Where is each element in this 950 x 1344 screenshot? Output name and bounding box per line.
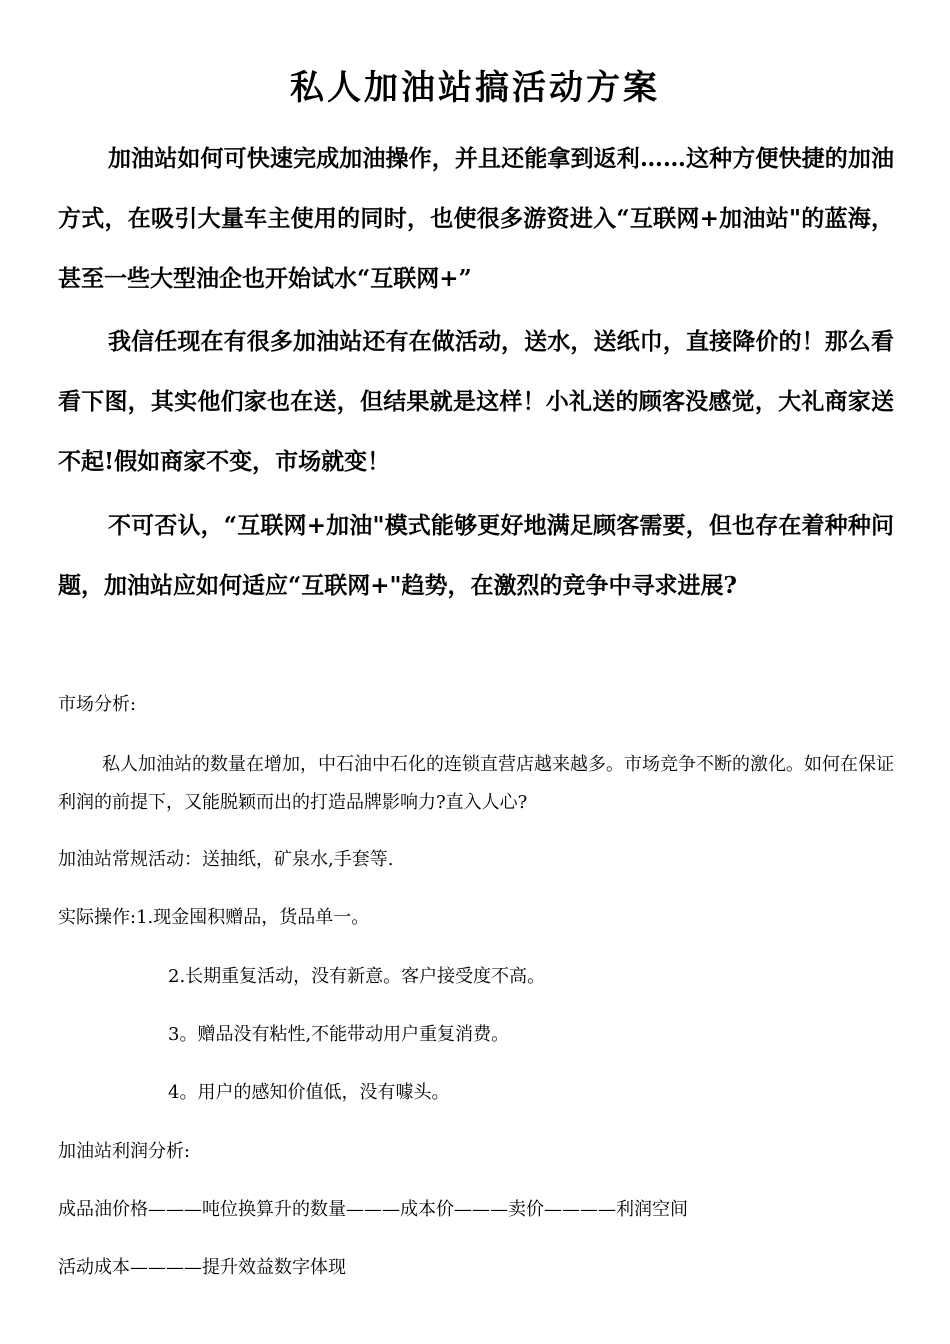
profit-chain-line: 成品油价格———吨位换算升的数量———成本价———卖价————利润空间 — [58, 1199, 688, 1220]
intro-paragraph-1: 加油站如何可快速完成加油操作，并且还能拿到返利……这种方便快捷的加油方式，在吸引大量车主使用的同时，也使很多游资进入“互联网+加油站"的蓝海，甚至一些大型油企也开始试水“互联网+” — [58, 145, 894, 292]
intro-paragraph-2: 我信任现在有很多加油站还有在做活动，送水，送纸巾，直接降价的！那么看看下图，其实他们家也在送，但结果就是这样！小礼送的顾客没感觉，大礼商家送不起!假如商家不变，市场就变！ — [58, 328, 894, 475]
regular-activities-line: 加油站常规活动：送抽纸，矿泉水,手套等. — [58, 849, 394, 870]
market-analysis-body: 私人加油站的数量在增加，中石油中石化的连锁直营店越来越多。市场竞争不断的激化。如何在保证利润的前提下，又能脱颖而出的打造品牌影响力?直入人心? — [58, 754, 894, 813]
profit-analysis-heading: 加油站利润分析: — [58, 1141, 191, 1162]
activity-cost-line: 活动成本————提升效益数字体现 — [58, 1257, 346, 1278]
document-title: 私人加油站搞活动方案 — [290, 68, 660, 108]
practice-line-4: 4。用户的感知价值低，没有噱头。 — [168, 1082, 450, 1103]
practice-line-2: 2.长期重复活动，没有新意。客户接受度不高。 — [168, 966, 546, 987]
intro-paragraph-3: 不可否认，“互联网+加油"模式能够更好地满足顾客需要，但也存在着种种问题，加油站应如何适应“互联网+"趋势，在激烈的竞争中寻求进展? — [58, 512, 894, 599]
market-analysis-heading: 市场分析: — [58, 694, 137, 715]
practice-line-3: 3。赠品没有粘性,不能带动用户重复消费。 — [168, 1024, 510, 1045]
practice-line-1: 实际操作:1.现金囤积赠品，货品单一。 — [58, 907, 370, 928]
